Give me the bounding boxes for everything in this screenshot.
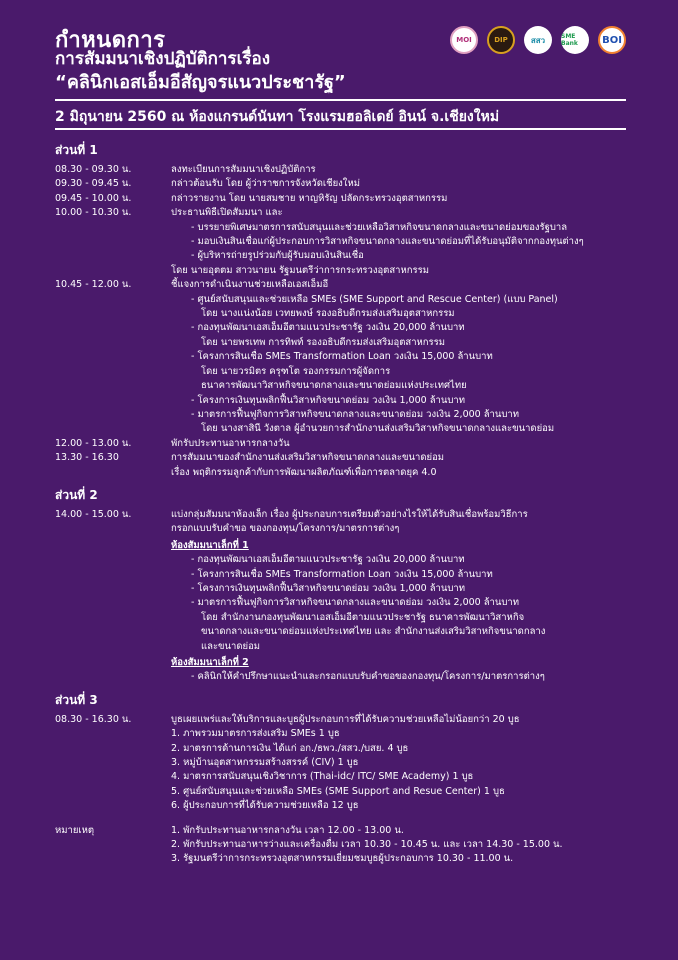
list-item (55, 206, 635, 220)
item-time (55, 568, 171, 582)
item-text: กล่าวต้อนรับ โดย ผู้ว่าราชการจังหวัดเชียงใหม่ (171, 178, 360, 190)
list-item (55, 235, 635, 249)
item-time: หมายเหตุ (55, 824, 95, 836)
list-item (55, 838, 635, 852)
item-text: แบ่งกลุ่มสัมมนาห้องเล็ก เรื่อง ผู้ประกอบการเตรียมตัวอย่างไรให้ได้รับสินเชื่อพร้อมวิธีการ (171, 508, 528, 520)
item-time (55, 408, 171, 422)
item-text: โดย สำนักงานกองทุนพัฒนาเอสเอ็มอีตามแนวประชารัฐ ธนาคารพัฒนาวิสาหกิจ (201, 611, 525, 623)
list-item (55, 221, 635, 235)
section-3-list (55, 727, 635, 813)
item-text: - โครงการเงินทุนพลิกฟื้นวิสาหกิจขนาดย่อม วงเงิน 1,000 ล้านบาท (191, 582, 465, 594)
item-time (55, 596, 171, 610)
item-time (55, 350, 171, 364)
list-item (55, 522, 635, 536)
item-time (55, 553, 171, 567)
list-item (55, 350, 635, 364)
item-text: 3. รัฐมนตรีว่าการกระทรวงอุตสาหกรรมเยี่ยมชมบูธผู้ประกอบการ 10.30 - 11.00 น. (171, 853, 514, 865)
item-time (55, 466, 171, 480)
list-item (55, 437, 635, 451)
room-label: ห้องสัมมนาเล็กที่ 1 (171, 539, 249, 551)
list-item (55, 336, 635, 350)
item-text: พักรับประทานอาหารกลางวัน (171, 437, 290, 449)
list-item (55, 742, 635, 756)
item-text: - ศูนย์สนับสนุนและช่วยเหลือ SMEs (SME Support and Rescue Center) (แบบ Panel) (191, 293, 558, 305)
list-item (55, 596, 635, 610)
list-item (55, 582, 635, 596)
item-text: โดย นางแน่งน้อย เวทยพงษ์ รองอธิบดีกรมส่งเสริมอุตสาหกรรม (201, 308, 455, 320)
item-text: กล่าวรายงาน โดย นายสมชาย หาญหิรัญ ปลัดกระทรวงอุตสาหกรรม (171, 192, 448, 204)
list-item (55, 852, 635, 866)
item-text: 1. ภาพรวมมาตรการส่งเสริม SMEs 1 บูธ (171, 728, 340, 740)
item-time: 10.45 - 12.00 น. (55, 279, 132, 291)
section-heading: ส่วนที่ 1 (55, 143, 98, 157)
header (0, 0, 678, 100)
item-time (55, 838, 171, 852)
list-item (55, 611, 635, 625)
room-1-by (55, 611, 635, 654)
osmep-logo: สสว (524, 26, 552, 54)
list-item (55, 553, 635, 567)
item-time: 09.30 - 09.45 น. (55, 178, 132, 190)
item-text: 3. หมู่บ้านอุตสาหกรรมสร้างสรรค์ (CIV) 1 บูธ (171, 757, 359, 769)
item-time (55, 611, 171, 625)
item-text: โดย นายพรเทพ การทิพท์ รองอธิบดีกรมส่งเสริมอุตสาหกรรม (201, 336, 446, 348)
moi-logo: MOI (450, 26, 478, 54)
item-time (55, 770, 171, 784)
item-time (55, 221, 171, 235)
list-item (55, 394, 635, 408)
section-heading: ส่วนที่ 3 (55, 692, 98, 707)
item-text: โดย นายวรมิตร ครุฑโต รองกรรมการผู้จัดการ (201, 365, 391, 377)
room-1-heading (55, 539, 635, 553)
item-time (55, 307, 171, 321)
item-time (55, 785, 171, 799)
list-item (55, 770, 635, 784)
item-time (55, 756, 171, 770)
item-time (55, 727, 171, 741)
sme-bank-logo: SME Bank (561, 26, 589, 54)
item-time (55, 379, 171, 393)
notes-list (55, 824, 635, 867)
item-text: ลงทะเบียนการสัมมนาเชิงปฏิบัติการ (171, 164, 316, 175)
list-item (55, 640, 635, 654)
item-text: 2. พักรับประทานอาหารว่างและเครื่องดื่ม เวลา 10.30 - 10.45 น. และ เวลา 14.30 - 15.00 น. (171, 839, 563, 851)
divider-bottom (55, 128, 626, 130)
list-item (55, 670, 635, 684)
room-label: ห้องสัมมนาเล็กที่ 2 (171, 657, 249, 668)
item-time (55, 235, 171, 249)
item-text: โดย นางสาสินี วังตาล ผู้อำนวยการสำนักงานส่งเสริมวิสาหกิจขนาดกลางและขนาดย่อม (201, 423, 555, 435)
list-item (55, 293, 635, 307)
item-text: บูธเผยแพร่และให้บริการและบูธผู้ประกอบการที่ได้รับความช่วยเหลือไม่น้อยกว่า 20 บูธ (171, 713, 520, 725)
item-text: โดย นายอุตตม สาวนายน รัฐมนตรีว่าการกระทรวงอุตสาหกรรม (171, 264, 429, 276)
item-text: - คลินิกให้คำปรึกษาแนะนำและกรอกแบบรับคำขอของกองทุน/โครงการ/มาตรการต่างๆ (191, 671, 545, 683)
item-time (55, 293, 171, 307)
section-heading: ส่วนที่ 2 (55, 487, 98, 502)
item-time (55, 422, 171, 436)
list-item (55, 451, 635, 465)
list-item (55, 508, 635, 522)
item-time (55, 249, 171, 263)
dip-logo: DIP (487, 26, 515, 54)
item-text: และขนาดย่อม (201, 640, 261, 652)
list-item (55, 785, 635, 799)
item-time (55, 365, 171, 379)
item-text: การสัมมนาของสำนักงานส่งเสริมวิสาหกิจขนาดกลางและขนาดย่อม (171, 452, 445, 464)
item-text: 6. ผู้ประกอบการที่ได้รับความช่วยเหลือ 12 บูธ (171, 800, 359, 812)
list-item (55, 422, 635, 436)
dateline: 2 มิถุนายน 2560 ณ ห้องแกรนด์นันทา โรงแรมฮอลิเดย์ อินน์ จ.เชียงใหม่ (55, 109, 500, 125)
list-item (55, 713, 635, 727)
item-time (55, 321, 171, 335)
item-time (55, 336, 171, 350)
item-text: เรื่อง พฤติกรรมลูกค้ากับการพัฒนาผลิตภัณฑ์เพื่อการตลาดยุค 4.0 (171, 466, 437, 478)
item-text: - กองทุนพัฒนาเอสเอ็มอีตามแนวประชารัฐ วงเงิน 20,000 ล้านบาท (191, 554, 465, 566)
item-time (55, 582, 171, 596)
divider-top (55, 99, 626, 101)
item-text: ขนาดกลางและขนาดย่อมแห่งประเทศไทย และ สำนักงานส่งเสริมวิสาหกิจขนาดกลาง (201, 626, 546, 638)
page-subtitle: การสัมมนาเชิงปฏิบัติการเรื่อง (55, 49, 271, 69)
item-text: กรอกแบบรับคำขอ ของกองทุน/โครงการ/มาตรการต่างๆ (171, 523, 400, 535)
item-text: ชี้แจงการดำเนินงานช่วยเหลือเอสเอ็มอี (171, 279, 329, 291)
list-item (55, 249, 635, 263)
list-item (55, 264, 635, 278)
item-text: - บรรยายพิเศษมาตรการสนับสนุนและช่วยเหลือวิสาหกิจขนาดกลางและขนาดย่อมของรัฐบาล (191, 221, 568, 233)
item-time (55, 799, 171, 813)
room-2-list (55, 670, 635, 684)
item-time: 10.00 - 10.30 น. (55, 207, 132, 219)
item-time: 13.30 - 16.30 (55, 452, 119, 464)
room-1-list (55, 553, 635, 611)
item-text: - มอบเงินสินเชื่อแก่ผู้ประกอบการวิสาหกิจขนาดกลางและขนาดย่อมที่ได้รับอนุมัติจากกองทุนต่างๆ (191, 236, 584, 248)
item-text: - โครงการสินเชื่อ SMEs Transformation Loan วงเงิน 15,000 ล้านบาท (191, 568, 493, 580)
item-text: 1. พักรับประทานอาหารกลางวัน เวลา 12.00 - 13.00 น. (171, 824, 404, 836)
item-time (55, 394, 171, 408)
item-time: 09.45 - 10.00 น. (55, 192, 132, 204)
item-time: 14.00 - 15.00 น. (55, 508, 132, 520)
item-time (55, 742, 171, 756)
list-item (55, 727, 635, 741)
item-time (55, 640, 171, 654)
item-text: ธนาคารพัฒนาวิสาหกิจขนาดกลางและขนาดย่อมแห่งประเทศไทย (201, 380, 467, 392)
item-text: ประธานพิธีเปิดสัมมนา และ (171, 207, 283, 219)
item-text: - โครงการเงินทุนพลิกฟื้นวิสาหกิจขนาดย่อม วงเงิน 1,000 ล้านบาท (191, 394, 465, 406)
item-time: 08.30 - 16.30 น. (55, 713, 132, 725)
list-item (55, 321, 635, 335)
list-item (55, 192, 635, 206)
list-item (55, 163, 635, 177)
item-text: 4. มาตรการสนับสนุนเชิงวิชาการ (Thai-idc/ ITC/ SME Academy) 1 บูธ (171, 771, 474, 783)
item-time (55, 625, 171, 639)
room-2-heading (55, 656, 635, 670)
item-text: 5. ศูนย์สนับสนุนและช่วยเหลือ SMEs (SME Support and Resue Center) 1 บูธ (171, 785, 505, 797)
list-item (55, 799, 635, 813)
item-text: - โครงการสินเชื่อ SMEs Transformation Loan วงเงิน 15,000 ล้านบาท (191, 351, 493, 363)
list-item (55, 756, 635, 770)
event-name: “คลินิกเอสเอ็มอีสัญจรแนวประชารัฐ” (55, 72, 346, 93)
logo-row (450, 26, 626, 54)
item-text: 2. มาตรการด้านการเงิน ได้แก่ อก./ธพว./สสว./บสย. 4 บูธ (171, 742, 409, 754)
item-time (55, 670, 171, 684)
list-item (55, 379, 635, 393)
item-text: - มาตรการฟื้นฟูกิจการวิสาหกิจขนาดกลางและขนาดย่อม วงเงิน 2,000 ล้านบาท (191, 408, 520, 420)
list-item (55, 177, 635, 191)
item-time: 12.00 - 13.00 น. (55, 437, 132, 449)
item-time (55, 852, 171, 866)
boi-logo: BOI (598, 26, 626, 54)
list-item (55, 625, 635, 639)
item-text: - มาตรการฟื้นฟูกิจการวิสาหกิจขนาดกลางและขนาดย่อม วงเงิน 2,000 ล้านบาท (191, 597, 520, 609)
list-item (55, 568, 635, 582)
list-item (55, 466, 635, 480)
section-1-list (55, 163, 635, 480)
list-item (55, 408, 635, 422)
item-text: - กองทุนพัฒนาเอสเอ็มอีตามแนวประชารัฐ วงเงิน 20,000 ล้านบาท (191, 322, 465, 334)
item-time: 08.30 - 09.30 น. (55, 164, 132, 175)
page-title: กำหนดการ (55, 28, 166, 53)
list-item (55, 307, 635, 321)
list-item (55, 365, 635, 379)
list-item (55, 824, 635, 838)
schedule (55, 141, 635, 867)
item-text: - ผู้บริหารถ่ายรูปร่วมกับผู้รับมอบเงินสินเชื่อ (191, 250, 364, 262)
item-time (55, 264, 171, 278)
list-item (55, 278, 635, 292)
